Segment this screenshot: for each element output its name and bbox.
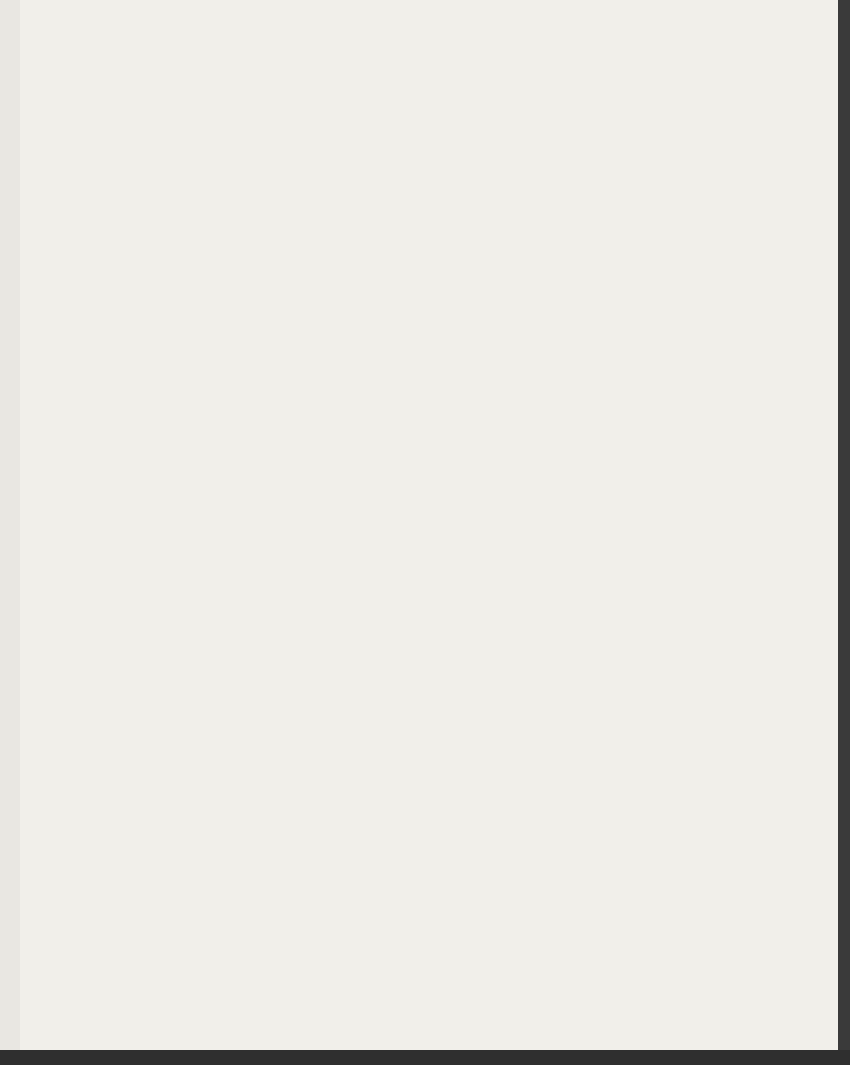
document-page [20,0,838,1050]
book-edge-right [838,0,850,1065]
adjacent-page-strip [0,0,21,1065]
book-edge-bottom [0,1050,850,1065]
